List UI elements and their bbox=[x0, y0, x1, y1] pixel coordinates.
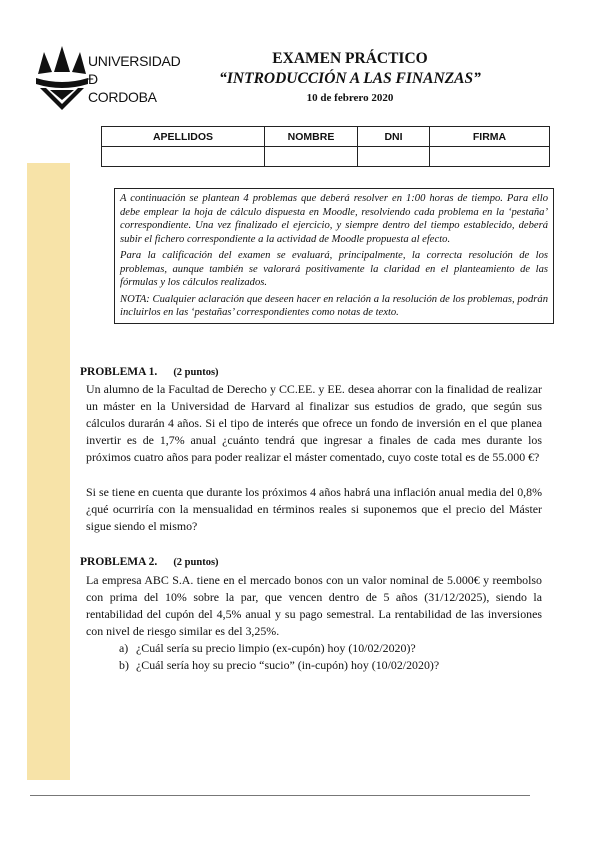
question-b-label: b) bbox=[119, 658, 129, 672]
question-a-label: a) bbox=[119, 641, 129, 655]
column-dni: DNI bbox=[358, 127, 430, 147]
problem-1-followup: Si se tiene en cuenta que durante los próximos 4 años habrá una inflación anual media del 0,8% ¿qué ocurriría con la mensualidad en términos reales si suponemos que el precio del Máster sigue siendo el mismo? bbox=[86, 485, 542, 533]
logo-line-2: Ð bbox=[88, 71, 98, 87]
instructions-paragraph-1: A continuación se plantean 4 problemas que deberá resolver en 1:00 horas de tiempo. Para ello debe emplear la hoja de cálculo dispuesta en Moodle, resolviendo cada problema en la ‘pestaña’ correspondiente. Una vez finalizado el ejercicio, y siempre dentro del tiempo establecido, deberá subir el fichero correspondiente a la actividad de Moodle propuesta al efecto. bbox=[120, 193, 548, 245]
nombre-cell[interactable] bbox=[265, 147, 358, 167]
instructions-paragraph-2: Para la calificación del examen se evaluará, principalmente, la correcta resolución de los problemas, aunque también se valorará positivamente la claridad en el planteamiento de las fórmulas y los cálculos realizados. bbox=[120, 250, 548, 288]
problem-2-heading bbox=[80, 556, 219, 568]
dni-cell[interactable] bbox=[358, 147, 430, 167]
problem-2-points: (2 puntos) bbox=[173, 557, 219, 568]
column-firma: FIRMA bbox=[430, 127, 550, 147]
problem-1-points: (2 puntos) bbox=[173, 367, 219, 378]
exam-date: 10 de febrero 2020 bbox=[306, 92, 394, 104]
university-name bbox=[88, 52, 180, 106]
problem-2-title: PROBLEMA 2. bbox=[80, 556, 158, 568]
logo-line-3: CORDOBA bbox=[88, 89, 157, 105]
instructions-box bbox=[114, 188, 554, 324]
question-b bbox=[119, 657, 439, 674]
question-a-text: ¿Cuál sería su precio limpio (ex-cupón) hoy (10/02/2020)? bbox=[136, 641, 416, 655]
column-apellidos: APELLIDOS bbox=[102, 127, 265, 147]
problem-1-statement: Un alumno de la Facultad de Derecho y CC.EE. y EE. desea ahorrar con la finalidad de realizar un máster en la Universidad de Harvard al finalizar sus estudios de grado, que según sus cálculos durarán 4 años. Si el tipo de interés que ofrece un fondo de inversión en el que planea invertir es de 1,7% anual ¿cuánto tendrá que ingresar a finales de cada mes durante los próximos cuatro años para poder realizar el máster comentado, cuyo coste total es de 55.000 €? bbox=[86, 382, 542, 464]
instructions-note: NOTA: Cualquier aclaración que deseen hacer en relación a la resolución de los problemas, podrán incluirlos en las ‘pestañas’ correspondientes como notas de texto. bbox=[120, 293, 548, 318]
decorative-side-bar bbox=[27, 163, 70, 780]
firma-cell[interactable] bbox=[430, 147, 550, 167]
exam-title: EXAMEN PRÁCTICO bbox=[272, 50, 428, 67]
problem-2-statement: La empresa ABC S.A. tiene en el mercado bonos con un valor nominal de 5.000€ y reembolso con prima del 10% sobre la par, que vencen dentro de 5 años (31/12/2025), siendo la rentabilidad del cupón del 4,5% anual y su pago semestral. La rentabilidad de las inversiones con nivel de riesgo similar es del 3,25%. bbox=[86, 573, 542, 638]
id-table-header-row bbox=[102, 127, 550, 147]
university-logo-icon bbox=[32, 44, 92, 114]
question-a bbox=[119, 640, 439, 657]
apellidos-cell[interactable] bbox=[102, 147, 265, 167]
exam-subtitle: “INTRODUCCIÓN A LAS FINANZAS” bbox=[219, 70, 481, 87]
student-id-table bbox=[101, 126, 550, 167]
id-table-input-row bbox=[102, 147, 550, 167]
question-b-text: ¿Cuál sería hoy su precio “sucio” (in-cupón) hoy (10/02/2020)? bbox=[136, 658, 440, 672]
problem-2-questions bbox=[119, 640, 439, 674]
logo-line-1: UNIVERSIDAD bbox=[88, 53, 181, 69]
problem-1-title: PROBLEMA 1. bbox=[80, 366, 158, 378]
bottom-divider bbox=[30, 795, 530, 796]
column-nombre: NOMBRE bbox=[265, 127, 358, 147]
problem-1-heading bbox=[80, 366, 219, 378]
